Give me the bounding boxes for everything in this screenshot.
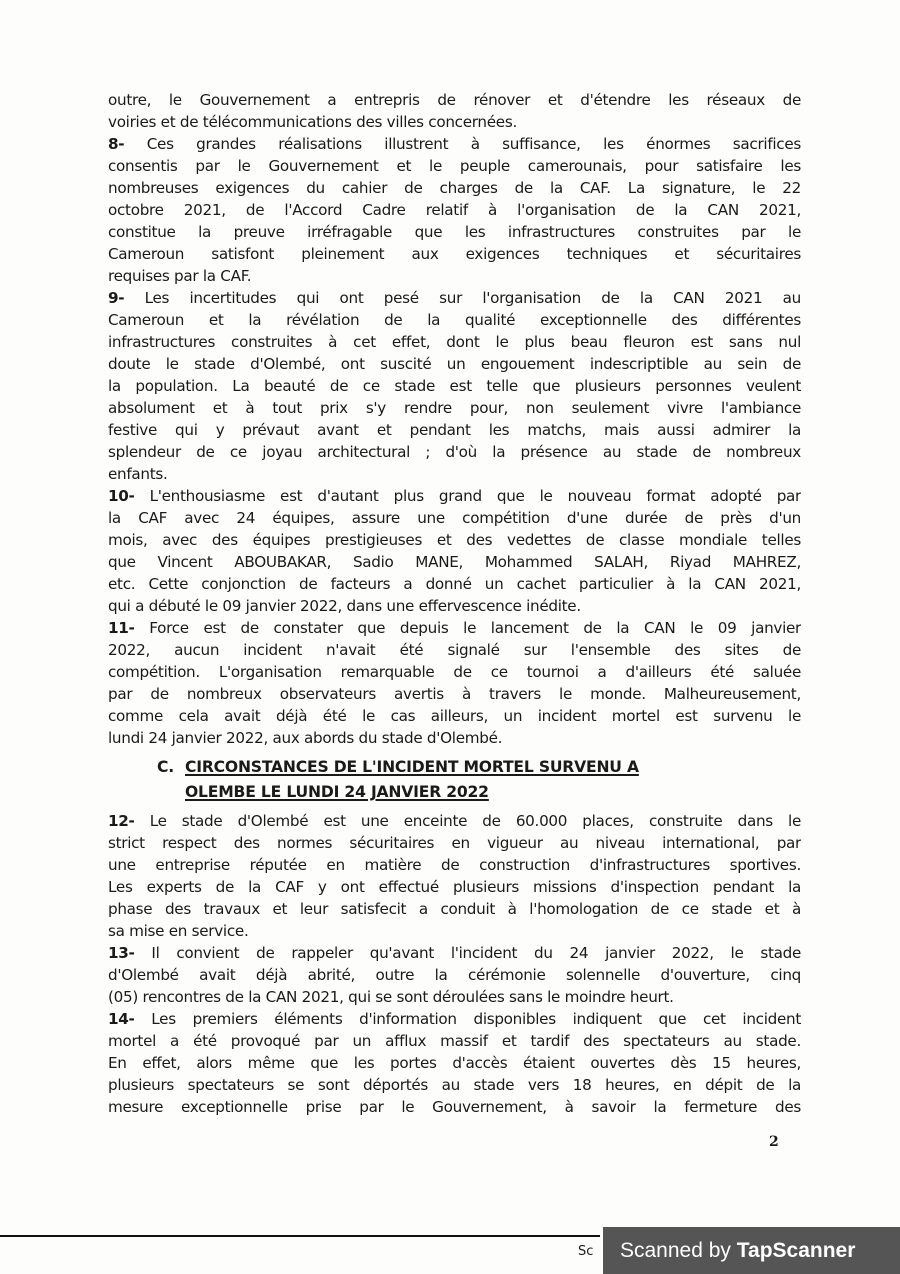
line-text: phase des travaux et leur satisfecit a conduit à l'homologation de ce stade et à bbox=[108, 900, 801, 918]
watermark-brand: TapScanner bbox=[736, 1239, 856, 1262]
text-line bbox=[108, 265, 801, 287]
text-line bbox=[108, 155, 801, 177]
line-text: Le stade d'Olembé est une enceinte de 60.000 places, construite dans le bbox=[149, 812, 801, 830]
text-line bbox=[108, 832, 801, 854]
section-title-line-2: OLEMBE LE LUNDI 24 JANVIER 2022 bbox=[185, 783, 489, 801]
text-line bbox=[108, 551, 801, 573]
watermark-prefix: Scanned by bbox=[620, 1239, 737, 1262]
text-line bbox=[108, 243, 801, 265]
paragraph-number: 10- bbox=[108, 487, 135, 505]
paragraph-number: 12- bbox=[108, 812, 135, 830]
line-text: strict respect des normes sécuritaires en vigueur au niveau international, par bbox=[108, 834, 801, 852]
line-text: octobre 2021, de l'Accord Cadre relatif à l'organisation de la CAN 2021, bbox=[108, 201, 801, 219]
text-line bbox=[108, 595, 801, 617]
line-text: une entreprise réputée en matière de construction d'infrastructures sportives. bbox=[108, 856, 801, 874]
line-text: nombreuses exigences du cahier de charges de la CAF. La signature, le 22 bbox=[108, 179, 801, 197]
text-line bbox=[108, 683, 801, 705]
line-text: la population. La beauté de ce stade est telle que plusieurs personnes veulent bbox=[108, 377, 801, 395]
text-line bbox=[108, 199, 801, 221]
line-text: qui a débuté le 09 janvier 2022, dans une effervescence inédite. bbox=[108, 597, 581, 615]
text-line bbox=[108, 309, 801, 331]
paragraph bbox=[108, 942, 801, 1008]
scanner-watermark bbox=[603, 1227, 900, 1274]
paragraphs-after-heading bbox=[108, 810, 801, 1118]
text-line bbox=[108, 661, 801, 683]
line-text: requises par la CAF. bbox=[108, 267, 252, 285]
text-line bbox=[108, 419, 801, 441]
line-text: festive qui y prévaut avant et pendant les matchs, mais aussi admirer la bbox=[108, 421, 801, 439]
line-text: Les premiers éléments d'information disponibles indiquent que cet incident bbox=[151, 1010, 801, 1028]
paragraph bbox=[108, 89, 801, 133]
line-text: 2022, aucun incident n'avait été signalé sur l'ensemble des sites de bbox=[108, 641, 801, 659]
section-title-line-1: CIRCONSTANCES DE L'INCIDENT MORTEL SURVENU A bbox=[185, 758, 639, 776]
text-line bbox=[108, 920, 801, 942]
text-line bbox=[108, 375, 801, 397]
paragraph-number: 9- bbox=[108, 289, 125, 307]
paragraph bbox=[108, 810, 801, 942]
line-text: Force est de constater que depuis le lancement de la CAN le 09 janvier bbox=[149, 619, 801, 637]
text-line bbox=[108, 397, 801, 419]
line-text: Il convient de rappeler qu'avant l'incident du 24 janvier 2022, le stade bbox=[151, 944, 801, 962]
line-text: Cameroun satisfont pleinement aux exigences techniques et sécuritaires bbox=[108, 245, 801, 263]
text-line bbox=[108, 529, 801, 551]
paragraph bbox=[108, 1008, 801, 1118]
text-line bbox=[108, 986, 801, 1008]
text-line bbox=[108, 854, 801, 876]
text-line bbox=[108, 705, 801, 727]
paragraph bbox=[108, 287, 801, 485]
line-text: constitue la preuve irréfragable que les infrastructures construites par le bbox=[108, 223, 801, 241]
text-line bbox=[108, 177, 801, 199]
line-text: mois, avec des équipes prestigieuses et des vedettes de classe mondiale telles bbox=[108, 531, 801, 549]
text-line bbox=[108, 876, 801, 898]
text-line bbox=[108, 331, 801, 353]
text-line bbox=[108, 1008, 801, 1030]
line-text: absolument et à tout prix s'y rendre pour, non seulement vivre l'ambiance bbox=[108, 399, 801, 417]
text-line bbox=[108, 1074, 801, 1096]
line-text: Cameroun et la révélation de la qualité exceptionnelle des différentes bbox=[108, 311, 801, 329]
line-text: plusieurs spectateurs se sont déportés au stade vers 18 heures, en dépit de la bbox=[108, 1076, 801, 1094]
line-text: mesure exceptionnelle prise par le Gouvernement, à savoir la fermeture des bbox=[108, 1098, 801, 1116]
text-line bbox=[108, 507, 801, 529]
paragraph bbox=[108, 617, 801, 749]
line-text: enfants. bbox=[108, 465, 168, 483]
line-text: etc. Cette conjonction de facteurs a donné un cachet particulier à la CAN 2021, bbox=[108, 575, 801, 593]
line-text: Les incertitudes qui ont pesé sur l'organisation de la CAN 2021 au bbox=[144, 289, 801, 307]
line-text: compétition. L'organisation remarquable de ce tournoi a d'ailleurs été saluée bbox=[108, 663, 801, 681]
line-text: Les experts de la CAF y ont effectué plusieurs missions d'inspection pendant la bbox=[108, 878, 801, 896]
text-line bbox=[108, 463, 801, 485]
text-line bbox=[108, 1030, 801, 1052]
line-text: outre, le Gouvernement a entrepris de rénover et d'étendre les réseaux de bbox=[108, 91, 801, 109]
paragraph-number: 8- bbox=[108, 135, 125, 153]
text-line bbox=[108, 573, 801, 595]
line-text: (05) rencontres de la CAN 2021, qui se sont déroulées sans le moindre heurt. bbox=[108, 988, 674, 1006]
line-text: par de nombreux observateurs avertis à travers le monde. Malheureusement, bbox=[108, 685, 801, 703]
line-text: comme cela avait déjà été le cas ailleurs, un incident mortel est survenu le bbox=[108, 707, 801, 725]
line-text: sa mise en service. bbox=[108, 922, 249, 940]
line-text: splendeur de ce joyau architectural ; d'où la présence au stade de nombreux bbox=[108, 443, 801, 461]
section-letter: C. bbox=[157, 758, 174, 776]
text-line bbox=[108, 221, 801, 243]
text-line bbox=[108, 639, 801, 661]
text-line bbox=[108, 1052, 801, 1074]
line-text: mortel a été provoqué par un afflux massif et tardif des spectateurs au stade. bbox=[108, 1032, 801, 1050]
text-line bbox=[108, 898, 801, 920]
text-line bbox=[108, 810, 801, 832]
footer-fragment: Sc bbox=[578, 1244, 594, 1259]
line-text: lundi 24 janvier 2022, aux abords du stade d'Olembé. bbox=[108, 729, 503, 747]
text-line bbox=[108, 89, 801, 111]
text-line bbox=[108, 727, 801, 749]
text-line bbox=[108, 353, 801, 375]
document-body bbox=[108, 89, 801, 1118]
line-text: doute le stade d'Olembé, ont suscité un engouement indescriptible au sein de bbox=[108, 355, 801, 373]
paragraphs-before-heading bbox=[108, 89, 801, 749]
text-line bbox=[108, 617, 801, 639]
text-line bbox=[108, 485, 801, 507]
line-text: En effet, alors même que les portes d'accès étaient ouvertes dès 15 heures, bbox=[108, 1054, 801, 1072]
line-text: consentis par le Gouvernement et le peuple camerounais, pour satisfaire les bbox=[108, 157, 801, 175]
section-heading bbox=[157, 755, 801, 805]
line-text: d'Olembé avait déjà abrité, outre la cérémonie solennelle d'ouverture, cinq bbox=[108, 966, 801, 984]
footer-rule bbox=[0, 1235, 600, 1237]
line-text: L'enthousiasme est d'autant plus grand que le nouveau format adopté par bbox=[149, 487, 801, 505]
paragraph bbox=[108, 485, 801, 617]
line-text: que Vincent ABOUBAKAR, Sadio MANE, Mohammed SALAH, Riyad MAHREZ, bbox=[108, 553, 801, 571]
text-line bbox=[108, 964, 801, 986]
text-line bbox=[108, 287, 801, 309]
page-number: 2 bbox=[769, 1134, 779, 1150]
text-line bbox=[108, 111, 801, 133]
paragraph-number: 13- bbox=[108, 944, 135, 962]
line-text: voiries et de télécommunications des villes concernées. bbox=[108, 113, 517, 131]
text-line bbox=[108, 441, 801, 463]
line-text: infrastructures construites à cet effet, dont le plus beau fleuron est sans nul bbox=[108, 333, 801, 351]
line-text: la CAF avec 24 équipes, assure une compétition d'une durée de près d'un bbox=[108, 509, 801, 527]
paragraph bbox=[108, 133, 801, 287]
text-line bbox=[108, 942, 801, 964]
text-line bbox=[108, 133, 801, 155]
paragraph-number: 14- bbox=[108, 1010, 135, 1028]
paragraph-number: 11- bbox=[108, 619, 135, 637]
text-line bbox=[108, 1096, 801, 1118]
line-text: Ces grandes réalisations illustrent à suffisance, les énormes sacrifices bbox=[146, 135, 801, 153]
